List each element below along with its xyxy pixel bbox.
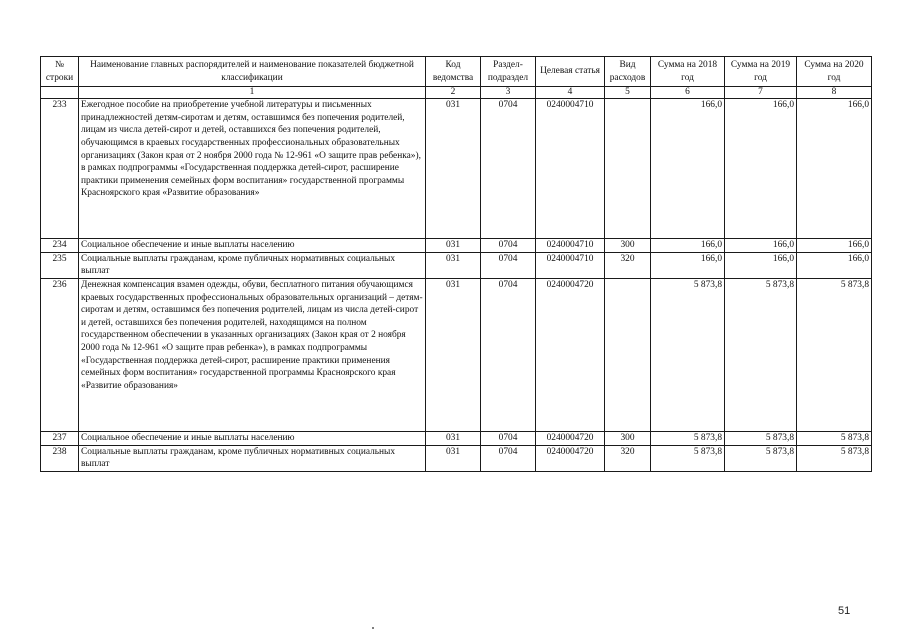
row-dept-code: 031	[426, 278, 481, 431]
row-name: Социальное обеспечение и иные выплаты населению	[79, 239, 426, 253]
row-sum-2018: 5 873,8	[651, 431, 725, 445]
row-section: 0704	[481, 99, 536, 239]
header-row	[41, 57, 872, 87]
row-sum-2018: 5 873,8	[651, 278, 725, 431]
page-number: 51	[838, 605, 851, 617]
row-number: 237	[41, 431, 79, 445]
row-expense-kind: 300	[605, 431, 651, 445]
row-target-article: 0240004720	[536, 278, 605, 431]
row-sum-2020: 166,0	[797, 239, 872, 253]
row-name: Социальные выплаты гражданам, кроме публичных нормативных социальных выплат	[79, 445, 426, 471]
row-section: 0704	[481, 431, 536, 445]
row-section: 0704	[481, 445, 536, 471]
row-sum-2019: 5 873,8	[725, 431, 797, 445]
row-sum-2019: 166,0	[725, 239, 797, 253]
column-number: 8	[797, 87, 872, 99]
header-sum-2018: Сумма на 2018 год	[651, 57, 725, 87]
row-sum-2019: 166,0	[725, 99, 797, 239]
row-sum-2018: 166,0	[651, 99, 725, 239]
row-section: 0704	[481, 252, 536, 278]
row-name: Социальные выплаты гражданам, кроме публичных нормативных социальных выплат	[79, 252, 426, 278]
row-name: Ежегодное пособие на приобретение учебной литературы и письменных принадлежностей детям-сиротам и детям, оставшимся без попечения родителей, лицам из числа детей-сирот и детей, оставшихся без попечения родителей, обучающимся в краевых государственных профессиональных образовательных организациях (Закон края от 2 ноября 2000 года № 12-961 «О защите прав ребенка»), в рамках подпрограммы «Государственная поддержка детей-сирот, расширение практики применения семейных форм воспитания» государственной программы Красноярского края «Развитие образования»	[79, 99, 426, 239]
row-expense-kind: 320	[605, 445, 651, 471]
table-row	[41, 278, 872, 431]
row-sum-2018: 166,0	[651, 239, 725, 253]
column-number: 6	[651, 87, 725, 99]
column-number: 7	[725, 87, 797, 99]
row-section: 0704	[481, 239, 536, 253]
row-number: 233	[41, 99, 79, 239]
budget-table	[40, 56, 872, 472]
row-sum-2018: 5 873,8	[651, 445, 725, 471]
row-number: 234	[41, 239, 79, 253]
row-target-article: 0240004720	[536, 445, 605, 471]
header-dept-code: Код ведомства	[426, 57, 481, 87]
row-expense-kind	[605, 278, 651, 431]
row-sum-2020: 5 873,8	[797, 278, 872, 431]
column-number: 4	[536, 87, 605, 99]
column-number: 5	[605, 87, 651, 99]
row-sum-2020: 5 873,8	[797, 445, 872, 471]
row-sum-2020: 166,0	[797, 252, 872, 278]
row-sum-2018: 166,0	[651, 252, 725, 278]
row-dept-code: 031	[426, 239, 481, 253]
row-number: 236	[41, 278, 79, 431]
row-number: 235	[41, 252, 79, 278]
row-target-article: 0240004710	[536, 239, 605, 253]
row-target-article: 0240004720	[536, 431, 605, 445]
row-sum-2019: 166,0	[725, 252, 797, 278]
header-sum-2020: Сумма на 2020 год	[797, 57, 872, 87]
row-number: 238	[41, 445, 79, 471]
table-row	[41, 252, 872, 278]
row-sum-2020: 5 873,8	[797, 431, 872, 445]
column-number	[41, 87, 79, 99]
header-row-number: № строки	[41, 57, 79, 87]
header-expense-kind: Вид расходов	[605, 57, 651, 87]
row-dept-code: 031	[426, 445, 481, 471]
column-number: 2	[426, 87, 481, 99]
table-row	[41, 431, 872, 445]
header-section: Раздел-подраздел	[481, 57, 536, 87]
row-sum-2019: 5 873,8	[725, 445, 797, 471]
row-sum-2020: 166,0	[797, 99, 872, 239]
column-number-row	[41, 87, 872, 99]
row-dept-code: 031	[426, 431, 481, 445]
row-expense-kind: 300	[605, 239, 651, 253]
row-sum-2019: 5 873,8	[725, 278, 797, 431]
row-section: 0704	[481, 278, 536, 431]
row-expense-kind	[605, 99, 651, 239]
row-dept-code: 031	[426, 252, 481, 278]
row-name: Денежная компенсация взамен одежды, обуви, бесплатного питания обучающимся краевых государственных профессиональных образовательных организаций – детям-сиротам и детям, оставшимся без попечения родителей, лицам из числа детей-сирот и детей, оставшихся без попечения родителей, находящимся на полном государственном обеспечении в указанных организациях (Закон края от 2 ноября 2000 года № 12-961 «О защите прав ребенка»), в рамках подпрограммы «Государственная поддержка детей-сирот, расширение практики применения семейных форм воспитания» государственной программы Красноярского края «Развитие образования»	[79, 278, 426, 431]
row-target-article: 0240004710	[536, 99, 605, 239]
header-target-article: Целевая статья	[536, 57, 605, 87]
header-sum-2019: Сумма на 2019 год	[725, 57, 797, 87]
row-name: Социальное обеспечение и иные выплаты населению	[79, 431, 426, 445]
row-dept-code: 031	[426, 99, 481, 239]
row-expense-kind: 320	[605, 252, 651, 278]
header-name: Наименование главных распорядителей и наименование показателей бюджетной классификации	[79, 57, 426, 87]
scan-speck	[372, 627, 374, 629]
column-number: 1	[79, 87, 426, 99]
table-row	[41, 99, 872, 239]
table-row	[41, 445, 872, 471]
table-row	[41, 239, 872, 253]
row-target-article: 0240004710	[536, 252, 605, 278]
column-number: 3	[481, 87, 536, 99]
